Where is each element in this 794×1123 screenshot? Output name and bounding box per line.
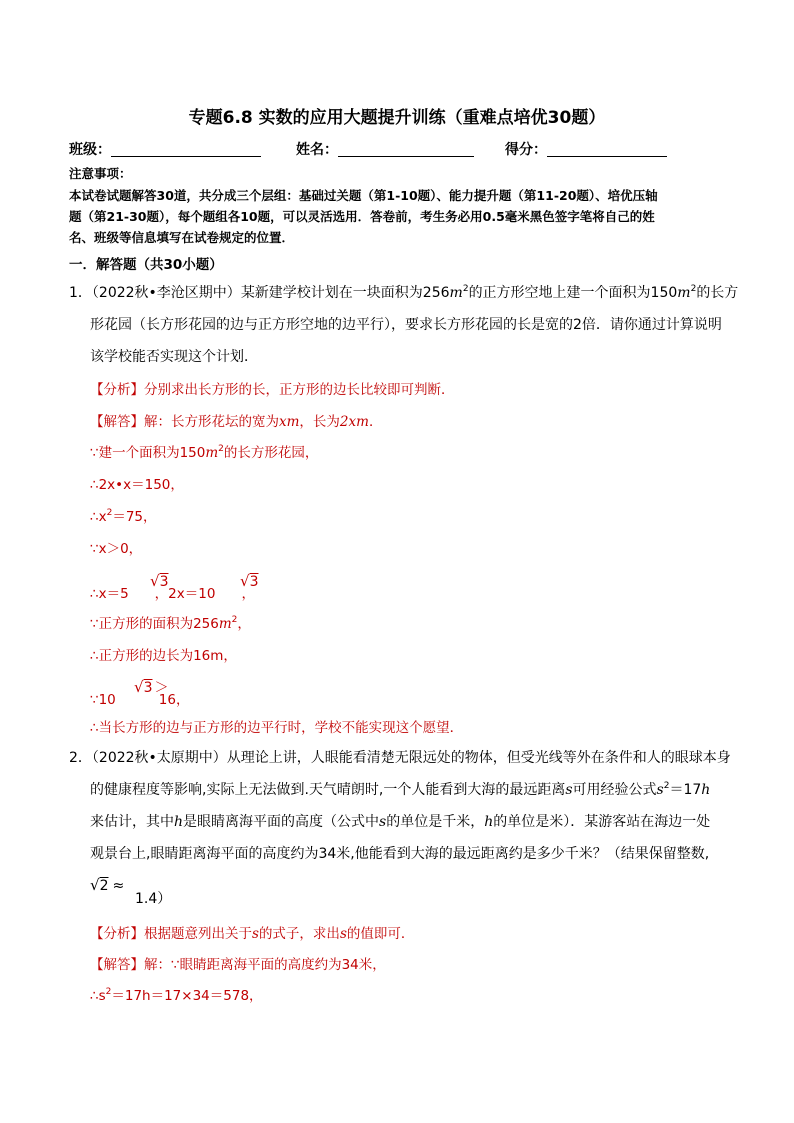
q1-line-3: 该学校能否实现这个计划． — [90, 349, 258, 365]
q1-number: 1． — [69, 285, 92, 301]
q1-answer-line-8: ∴正方形的边长为16m， — [90, 648, 237, 664]
q2-line-2: 的健康程度等影响,实际上无法做到.天气晴朗时,一个人能看到大海的最远距离s可用经验公式$s^2=17h$ — [90, 781, 711, 798]
q2-line-1: 2．（2022秋•太原期中）从理论上讲，人眼能看清楚无限远处的物体，但受光线等外在条件和人的眼球本身 — [69, 750, 731, 766]
notice-line-1: 本试卷试题解答30道，共分成三个层组：基础过关题（第1-10题）、能力提升题（第11-20题）、培优压轴 — [69, 188, 658, 203]
class-blank[interactable] — [111, 140, 261, 157]
notice-line-2: 题（第21-30题），每个题组各10题，可以灵活选用．答卷前，考生务必用0.5毫米黑色签字笔将自己的姓 — [69, 209, 655, 224]
q2-analysis: 【分析】根据题意列出关于s的式子，求出s的值即可． — [90, 926, 415, 942]
q1-analysis: 【分析】分别求出长方形的长，正方形的边长比较即可判断． — [90, 382, 455, 398]
sqrt3-radical-2: √3 — [240, 572, 259, 590]
q2-line-3: 来估计，其中h是眼睛离海平面的高度（公式中s的单位是千米，h的单位是米）．某游客站在海边一处 — [90, 814, 711, 830]
q1-answer-line-6: ∴x＝5 ，2x＝10 ， — [90, 586, 255, 602]
q2-number: 2． — [69, 750, 92, 766]
q1-answer-line-7: ∵正方形的面积为$256m^2$， — [90, 615, 251, 632]
q2-source: （2022秋•太原期中） — [91, 750, 227, 766]
q1-source: （2022秋•李沧区期中） — [91, 285, 241, 301]
class-label: 班级： — [69, 142, 111, 158]
q1-answer-line-2: ∵建一个面积为$150m^2$的长方形花园， — [90, 444, 319, 461]
name-field — [296, 139, 474, 159]
q1-line-1: 1．（2022秋•李沧区期中）某新建学校计划在一块面积为$256m^2$的正方形空地上建一个面积为$150m^2$的长方 — [69, 284, 739, 301]
q1-answer-line-9: ∵10 16， — [90, 692, 190, 708]
q2-line-4: 观景台上,眼睛距离海平面的高度约为34米,他能看到大海的最远距离约是多少千米？（结果保留整数, — [90, 846, 710, 862]
section-heading: 一．解答题（共30小题） — [69, 257, 223, 273]
analysis-tag: 【分析】 — [90, 926, 144, 942]
q2-answer-line-2: $\therefore s^2=17h=17\times 34=578$， — [90, 987, 263, 1004]
answer-tag: 【解答】 — [90, 957, 144, 973]
page-title: 专题6.8 实数的应用大题提升训练（重难点培优30题） — [188, 108, 606, 128]
score-field — [505, 139, 667, 159]
q1-answer-conclusion: ∴当长方形的边与正方形的边平行时，学校不能实现这个愿望． — [90, 720, 464, 736]
q1-answer-line-1: 【解答】解：长方形花坛的宽为xm，长为2xm． — [90, 414, 383, 430]
sqrt3-radical-1: √3 — [150, 572, 169, 590]
q2-answer-line-1: 【解答】解：∵眼睛距离海平面的高度约为34米， — [90, 957, 386, 973]
notice-line-3: 名、班级等信息填写在试卷规定的位置． — [69, 230, 295, 245]
sqrt2-radical: √2 ≈ — [90, 876, 125, 894]
sqrt3-radical-3: √3 ＞ — [134, 678, 169, 696]
analysis-tag: 【分析】 — [90, 382, 144, 398]
answer-tag: 【解答】 — [90, 414, 144, 430]
score-blank[interactable] — [547, 140, 667, 157]
q1-answer-line-4: $\therefore x^2=75$， — [90, 508, 157, 525]
q1-answer-line-5: ∵x＞0， — [90, 541, 143, 557]
name-blank[interactable] — [338, 140, 474, 157]
name-label: 姓名： — [296, 142, 338, 158]
q1-answer-line-3: ∴2x•x＝150， — [90, 477, 184, 493]
score-label: 得分： — [505, 142, 547, 158]
class-field — [69, 139, 261, 159]
q1-line-2: 形花园（长方形花园的边与正方形空地的边平行），要求长方形花园的长是宽的2倍．请你通过计算说明 — [90, 317, 722, 333]
notice-label: 注意事项： — [69, 166, 132, 181]
q2-approx-value: 1.4） — [135, 891, 172, 907]
